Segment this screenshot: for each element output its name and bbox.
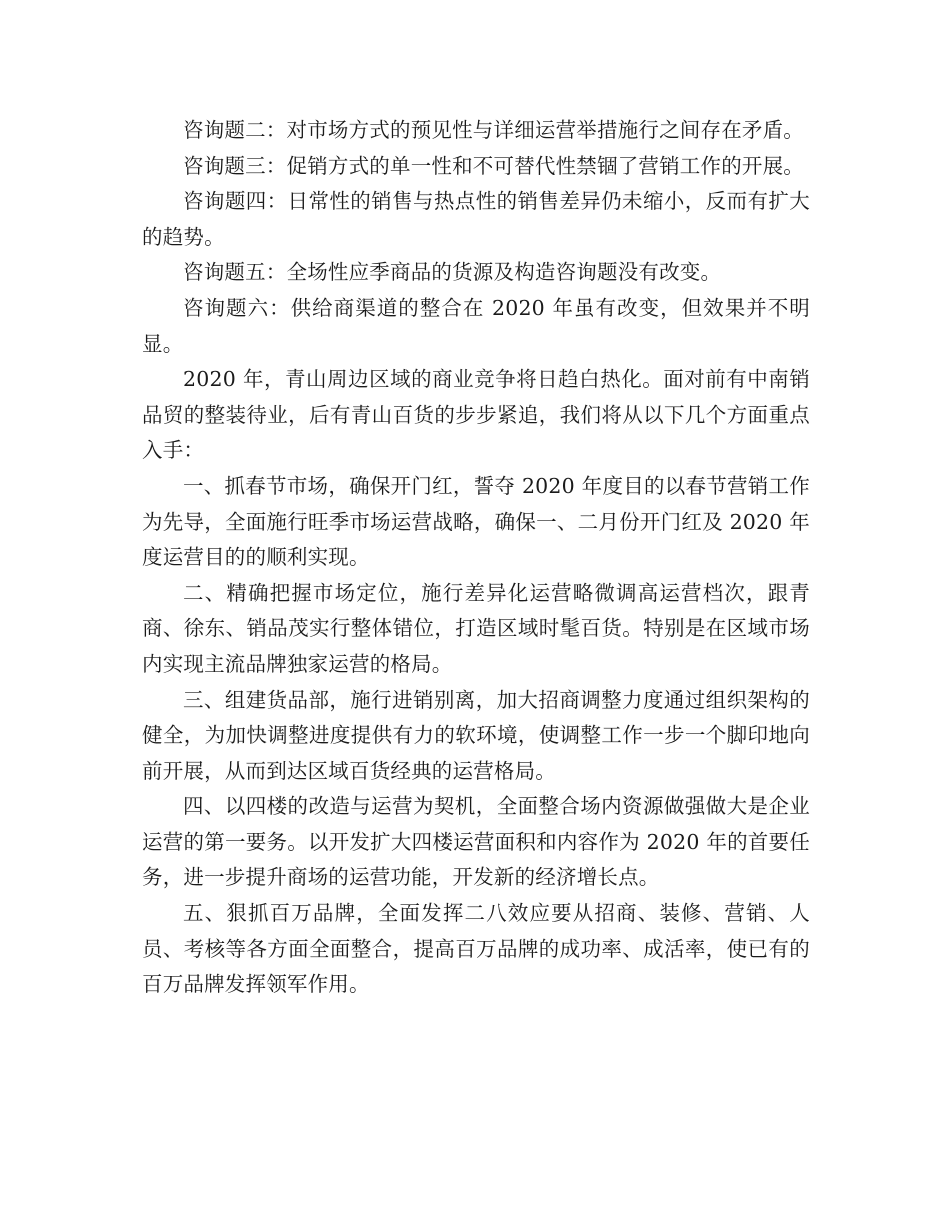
paragraph-measure-1: 一、抓春节市场，确保开门红，誓夺 2020 年度目的以春节营销工作为先导，全面施行旺季市场运营战略，确保一、二月份开门红及 2020 年度运营目的的顺利实现。 (142, 473, 810, 570)
paragraph-issue-5: 咨询题五：全场性应季商品的货源及构造咨询题没有改变。 (183, 260, 722, 285)
paragraph-issue-4: 咨询题四：日常性的销售与热点性的销售差异仍未缩小，反而有扩大的趋势。 (142, 189, 810, 249)
paragraph-issue-2: 咨询题二：对市场方式的预见性与详细运营举措施行之间存在矛盾。 (183, 118, 804, 142)
paragraph-measure-4: 四、以四楼的改造与运营为契机，全面整合场内资源做强做大是企业运营的第一要务。以开发扩大四楼运营面积和内容作为 2020 年的首要任务，进一步提升商场的运营功能，开发新的经济增长点。 (142, 794, 810, 890)
paragraph-measure-3: 三、组建货品部，施行进销别离，加大招商调整力度通过组织架构的健全，为加快调整进度提供有力的软环境，使调整工作一步一个脚印地向前开展，从而到达区域百货经典的运营格局。 (142, 687, 810, 783)
document-page (142, 113, 810, 1003)
paragraph-outlook-2020: 2020 年，青山周边区域的商业竞争将日趋白热化。面对前有中南销品贸的整装待业，后有青山百货的步步紧追，我们将从以下几个方面重点入手： (142, 367, 810, 463)
paragraph-measure-5: 五、狠抓百万品牌，全面发挥二八效应要从招商、装修、营销、人员、考核等各方面全面整合，提高百万品牌的成功率、成活率，使已有的百万品牌发挥领军作用。 (142, 901, 810, 997)
paragraph-issue-6: 咨询题六：供给商渠道的整合在 2020 年虽有改变，但效果并不明显。 (142, 295, 810, 356)
paragraph-issue-3: 咨询题三：促销方式的单一性和不可替代性禁锢了营销工作的开展。 (183, 153, 804, 178)
paragraph-measure-2: 二、精确把握市场定位，施行差异化运营略微调高运营档次，跟青商、徐东、销品茂实行整体错位，打造区域时髦百货。特别是在区域市场内实现主流品牌独家运营的格局。 (142, 580, 810, 676)
